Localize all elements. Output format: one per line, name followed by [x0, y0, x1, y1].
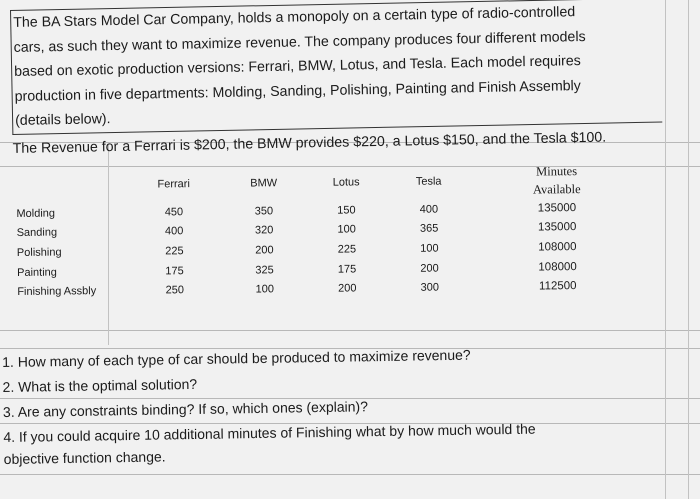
table-cell: 365 [419, 222, 439, 236]
column-header-tesla: Tesla [415, 175, 442, 188]
question-item: 4. If you could acquire 10 additional minutes of Finishing what by how much would the [3, 420, 536, 445]
question-item: 2. What is the optimal solution? [2, 375, 198, 395]
intro-line: cars, as such they want to maximize revenue. The company produces four different models [13, 28, 586, 56]
table-cell: 300 [420, 281, 440, 294]
table-cell: 325 [255, 263, 274, 277]
intro-line: production in five departments: Molding, Sanding, Polishing, Painting and Finish Assembly [14, 77, 581, 105]
minutes-cell: 135000 [537, 221, 577, 234]
intro-paragraph [10, 0, 662, 134]
table-cell: 400 [419, 203, 439, 216]
minutes-cell: 112500 [538, 280, 577, 293]
grid-line [665, 0, 666, 499]
minutes-cell: 108000 [538, 241, 577, 254]
grid-line [0, 474, 700, 475]
table-cell: 200 [420, 262, 439, 275]
minutes-cell: 108000 [538, 260, 577, 274]
minutes-header-line: Available [532, 182, 581, 197]
table-cell: 225 [165, 245, 184, 258]
table-cell: 150 [337, 204, 356, 217]
problem-description [10, 0, 663, 161]
table-cell: 250 [165, 284, 185, 297]
intro-line: (details below). [14, 111, 111, 129]
table-cell: 100 [255, 283, 275, 296]
question-item-continuation: objective function change. [3, 448, 166, 467]
column-header-bmw: BMW [250, 177, 278, 190]
table-cell: 100 [420, 242, 439, 255]
row-label: Painting [17, 266, 57, 279]
table-header-row [12, 161, 642, 204]
grid-line [688, 0, 689, 499]
question-list [2, 340, 664, 470]
table-cell: 200 [338, 282, 357, 295]
row-label: Molding [16, 207, 56, 220]
row-label: Sanding [16, 226, 58, 240]
table-cell: 100 [337, 223, 356, 236]
question-item: 1. How many of each type of car should be produced to maximize revenue? [2, 346, 471, 370]
revenue-line: The Revenue for a Ferrari is $200, the BMW provides $220, a Lotus $150, and the Tesla $100. [12, 129, 607, 157]
table-cell: 350 [254, 205, 274, 218]
table-corner [12, 167, 126, 204]
grid-line [0, 330, 700, 331]
column-header-minutes-available [471, 161, 642, 199]
table-cell: 175 [337, 262, 357, 276]
minutes-cell: 135000 [537, 201, 577, 215]
table-cell: 175 [165, 264, 184, 277]
table-cell: 225 [337, 243, 357, 256]
production-table [12, 161, 643, 302]
minutes-header-line: Minutes [535, 164, 578, 179]
row-label: Finishing Assbly [17, 285, 97, 299]
column-header-lotus: Lotus [332, 176, 360, 189]
column-header-ferrari: Ferrari [157, 178, 190, 191]
table-cell: 320 [254, 224, 274, 237]
intro-line: based on exotic production versions: Ferrari, BMW, Lotus, and Tesla. Each model requires [14, 53, 581, 80]
table-cell: 400 [164, 225, 184, 238]
table-cell: 200 [255, 244, 274, 257]
row-label: Polishing [16, 246, 62, 259]
intro-line: The BA Stars Model Car Company, holds a monopoly on a certain type of radio-controlled [13, 4, 576, 31]
question-item: 3. Are any constraints binding? If so, which ones (explain)? [2, 398, 369, 420]
table-cell: 450 [164, 206, 184, 219]
